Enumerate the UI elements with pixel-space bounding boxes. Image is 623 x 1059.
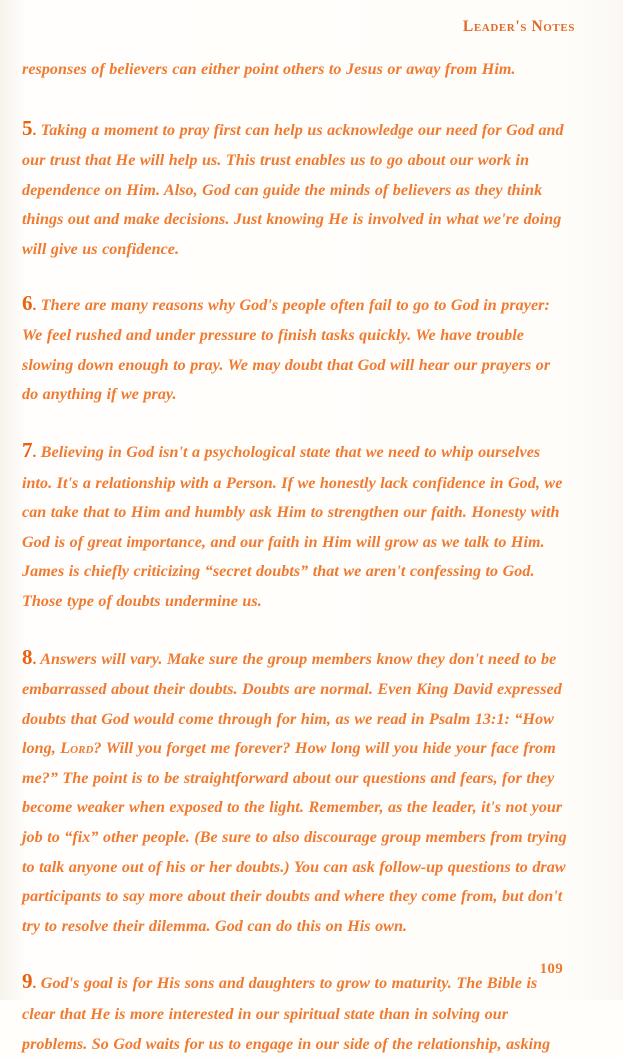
answer-item-7 — [22, 436, 570, 617]
item-text-9: God's goal is for His sons and daughters to grow to maturity. The Bible is clear that He is more interested in our spiritual state than in solving our problems. So God waits for us to engage in our side of the relationship, asking — [22, 975, 551, 1053]
divine-name-lord: Lord — [60, 740, 94, 758]
item-number-5: 5 — [22, 115, 33, 140]
paragraph-spacer — [22, 85, 570, 114]
page-number: 109 — [539, 961, 563, 977]
paragraph-spacer — [22, 617, 570, 643]
item-number-dot: . — [32, 444, 37, 461]
item-number-9: 9 — [22, 969, 33, 994]
paragraph-spacer — [22, 941, 570, 967]
body-column — [22, 55, 570, 1059]
item-text-8-part1: Answers will vary. Make sure the group members know they don't need to be embarrassed about their doubts. Doubts are normal. Even King David expressed doubts that God would come through for him, as we read in Psalm 13:1: “How long, — [22, 650, 562, 758]
item-text-7: Believing in God isn't a psychological state that we need to whip ourselves into. It's a relationship with a Person. If we honestly lack confidence in God, we can take that to Him and humbly ask Him to strengthen our faith. Honesty with God is of great importance, and our faith in Him will grow as we talk to Him. James is chiefly criticizing “secret doubts” that we aren't confessing to God. Those type of doubts undermine us. — [22, 443, 563, 610]
item-text-5: Taking a moment to pray first can help us acknowledge our need for God and our trust that He will help us. This trust enables us to go about our work in dependence on Him. Also, God can guide the minds of believers as they think things out and make decisions. Just knowing He is involved in what we're doing will give us confidence. — [22, 121, 564, 258]
running-head: Leader's Notes — [462, 18, 575, 35]
item-number-dot: . — [32, 651, 37, 668]
item-text-8-part2: ? Will you forget me forever? How long will you hide your face from me?” The point is to be straightforward about our questions and fears, for they become weaker when exposed to the light. Remember, as the leader, it's not your job to “fix” other people. (Be sure to also discourage group members from trying to talk anyone out of his or her doubts.) You can ask follow-up questions to draw participants to say more about their doubts and where they come from, but don't try to resolve their dilemma. God can do this on His own. — [22, 740, 567, 935]
paragraph-spacer — [22, 265, 570, 289]
item-number-dot: . — [32, 976, 37, 993]
item-number-6: 6 — [22, 290, 33, 315]
answer-item-5 — [22, 114, 570, 265]
item-number-8: 8 — [22, 644, 33, 669]
answer-item-6 — [22, 289, 570, 410]
paragraph-spacer — [22, 410, 570, 436]
item-text-6: There are many reasons why God's people often fail to go to God in prayer: We feel rushed and under pressure to finish tasks quickly. We have trouble slowing down enough to pray. We may doubt that God will hear our prayers or do anything if we pray. — [22, 296, 551, 404]
answer-item-8 — [22, 643, 570, 942]
item-number-dot: . — [32, 297, 37, 314]
lead-in-paragraph: responses of believers can either point others to Jesus or away from Him. — [22, 61, 516, 78]
answer-item-9 — [22, 967, 570, 1059]
item-number-7: 7 — [22, 437, 33, 462]
item-number-dot: . — [32, 122, 37, 139]
